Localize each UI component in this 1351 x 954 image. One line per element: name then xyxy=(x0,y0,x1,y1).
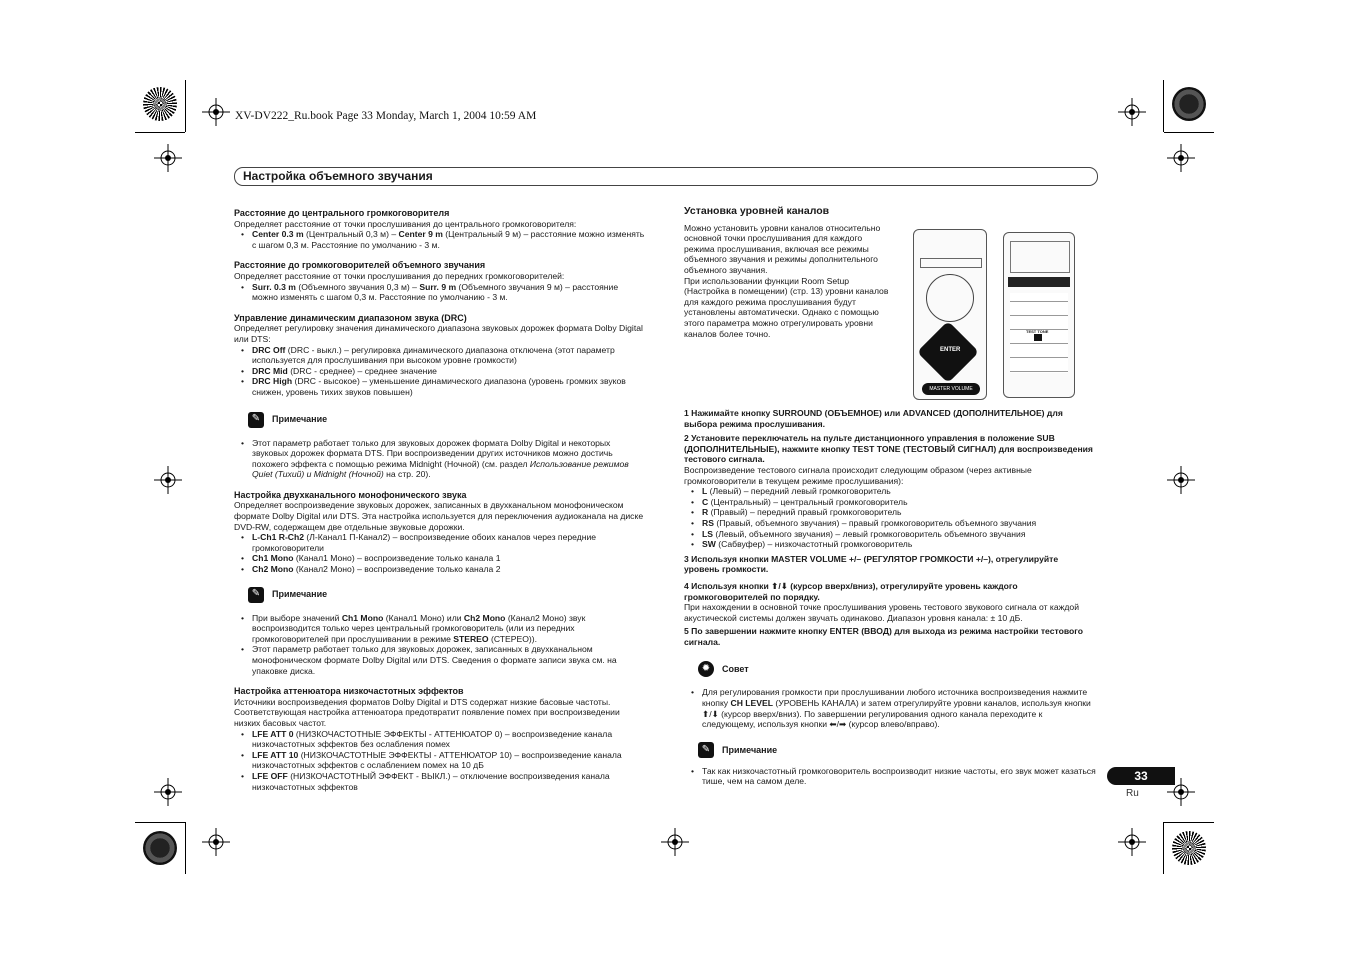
list-item: • Для регулирования громкости при прослушивании любого источника воспроизведения нажмите кнопку CH LEVEL (УРОВЕНЬ КАНАЛА) и затем отрегулируйте уровни каналов, используя кнопки ⬆/⬇ (курсор вверх/вниз). По завершении регулирования одного канала переходите к следующему, используя кнопки ⬅/➡ (курсор влево/вправо). xyxy=(702,687,1096,729)
remote-test-tone-button[interactable] xyxy=(1034,334,1042,341)
section-title-bar xyxy=(234,167,1098,186)
list-item: • R (Правый) – передний правый громкоговоритель xyxy=(702,507,1096,518)
remote-master-volume: MASTER VOLUME xyxy=(922,383,980,395)
mono-list xyxy=(234,532,646,574)
step-5: 5 По завершении нажмите кнопку ENTER (ВВОД) для выхода из режима настройки тестового сигнала. xyxy=(684,626,1083,647)
lfe-intro: Источники воспроизведения форматов Dolby Digital и DTS содержат низкие басовые частоты. Соответствующая настройка аттенюатора предотвратит появление помех при воспроизведении низких басовых частот. xyxy=(234,696,620,728)
list-item: • RS (Правый, объемного звучания) – правый громкоговоритель объемного звучания xyxy=(702,518,1096,529)
page-number: 33 xyxy=(1107,767,1175,785)
remote-display-strip xyxy=(1008,277,1070,287)
lfe-list xyxy=(234,729,646,793)
list-item: • LFE OFF (НИЗКОЧАСТОТНЫЙ ЭФФЕКТ - ВЫКЛ.) – отключение воспроизведения канала низкочастотных эффектов xyxy=(252,771,646,792)
right-steps xyxy=(684,408,1096,787)
mono-intro: Определяет воспроизведение звуковых дорожек, записанных в двухканальном монофоническом формате Dolby Digital или DTS. Эта настройка используется для переключения аудиоканала на диске DVD-RW, содержащем две отдельные звуковые дорожки. xyxy=(234,500,644,532)
tip-list xyxy=(684,687,1096,729)
center-dist-list xyxy=(234,229,646,250)
mono-heading: Настройка двухканального монофонического звука xyxy=(234,489,467,500)
list-item: • L-Ch1 R-Ch2 (Л-Канал1 П-Канал2) – воспроизведение обоих каналов через передние громкоговорители xyxy=(252,532,646,553)
drc-list xyxy=(234,345,646,398)
center-dist-intro: Определяет расстояние от точки прослушивания до центрального громкоговорителя: xyxy=(234,218,577,229)
file-info: XV-DV222_Ru.book Page 33 Monday, March 1, 2004 10:59 AM xyxy=(235,110,537,122)
list-item: • Surr. 0.3 m (Объемного звучания 0,3 м) – Surr. 9 m (Объемного звучания 9 м) – расстояние можно изменять с шагом 0,3 м. Расстояние по умолчанию - 3 м. xyxy=(252,282,646,303)
note-icon: ✎ xyxy=(698,742,714,758)
step-2: 2 Установите переключатель на пульте дистанционного управления в положение SUB (ДОПОЛНИТЕЛЬНЫЕ), нажмите кнопку TEST TONE (ТЕСТОВЫЙ СИГНАЛ) для воспроизведения тестового сигнала. xyxy=(684,433,1093,465)
step-4: 4 Используя кнопки ⬆/⬇ (курсор вверх/вниз), отрегулируйте уровень каждого громкоговорителей по порядку. xyxy=(684,580,1018,602)
surr-dist-intro: Определяет расстояние от точки прослушивания до передних громкоговорителей: xyxy=(234,270,565,281)
list-item: • Ch2 Mono (Канал2 Моно) – воспроизведение только канала 2 xyxy=(252,564,646,575)
list-item: • DRC Off (DRC - выкл.) – регулировка динамического диапазона отключена (этот параметр используется для прослушивания при высоком уровне громкости) xyxy=(252,345,646,366)
note2-list xyxy=(234,613,646,677)
remote-illustration-left xyxy=(913,229,987,400)
list-item: • LS (Левый, объемного звучания) – левый громкоговоритель объемного звучания xyxy=(702,529,1096,540)
list-item: • При выборе значений Ch1 Mono (Канал1 Моно) или Ch2 Mono (Канал2 Моно) звук воспроизводится только через центральный громкоговоритель (или из передних громкоговорителей при прослушивании в режиме STEREO (СТЕРЕО)). xyxy=(252,613,646,645)
list-item: • Этот параметр работает только для звуковых дорожек формата Dolby Digital и некоторых звуковых дорожек формата DTS. При воспроизведении других источников можно достичь похожего эффекта с помощью режима Midnight (Ночной) (см. раздел Использование режимов Quiet (Тихий) и Midnight (Ночной) на стр. 20). xyxy=(252,438,646,480)
step-2-text: Воспроизведение тестового сигнала происходит следующим образом (через активные громкоговорители в текущем режиме прослушивания): xyxy=(684,464,1032,486)
list-item: • SW (Сабвуфер) – низкочастотный громкоговоритель xyxy=(702,539,1096,550)
list-item: • Ch1 Mono (Канал1 Моно) – воспроизведение только канала 1 xyxy=(252,553,646,564)
step-4-text: При нахождении в основной точке прослушивания уровень тестового звукового сигнала от каждой акустической системы должен звучать одинаково. Диапазон уровня канала: ± 10 дБ. xyxy=(684,602,1079,623)
remote-button-row xyxy=(920,258,982,268)
note-icon: ✎ xyxy=(248,412,264,428)
list-item: • LFE ATT 10 (НИЗКОЧАСТОТНЫЕ ЭФФЕКТЫ - АТТЕНЮАТОР 10) – воспроизведение канала низкочастотных эффектов с ослаблением помех на 10 дБ xyxy=(252,750,646,771)
remote-top-buttons xyxy=(1010,241,1070,273)
channel-list xyxy=(684,486,1096,550)
note3-list xyxy=(684,766,1102,787)
note-heading: ✎ Примечание xyxy=(698,742,1096,758)
center-dist-heading: Расстояние до центрального громкоговорителя xyxy=(234,208,450,218)
remote-test-tone-label: TEST TONE xyxy=(1026,329,1049,334)
note1-list xyxy=(234,438,646,480)
drc-intro: Определяет регулировку значения динамического диапазона звуковых дорожек формата Dolby Digital или DTS: xyxy=(234,323,643,344)
note-heading: ✎ Примечание xyxy=(248,587,646,603)
step-3: 3 Используя кнопки MASTER VOLUME +/– (РЕГУЛЯТОР ГРОМКОСТИ +/–), отрегулируйте уровень громкости. xyxy=(684,553,1059,575)
tip-icon: ✹ xyxy=(698,661,714,677)
list-item: • Этот параметр работает только для звуковых дорожек, записанных в двухканальном монофоническом формате Dolby Digital или DTS. Сведения о формате записи звука см. на упаковке диска. xyxy=(252,644,646,676)
left-column xyxy=(234,208,646,792)
lfe-heading: Настройка аттенюатора низкочастотных эффектов xyxy=(234,686,464,697)
channel-levels-heading: Установка уровней каналов xyxy=(684,205,830,217)
list-item: • LFE ATT 0 (НИЗКОЧАСТОТНЫЕ ЭФФЕКТЫ - АТТЕНЮАТОР 0) – воспроизведение канала низкочастотных эффектов без ослабления помех xyxy=(252,729,646,750)
channel-levels-intro-2: При использовании функции Room Setup (Настройка в помещении) (стр. 13) уровни каналов для каждого режима прослушивания будут установлены автоматически. Однако с помощью этого параметра можно отрегулировать уровни каналов более точно. xyxy=(684,275,889,339)
list-item: • L (Левый) – передний левый громкоговоритель xyxy=(702,486,1096,497)
right-intro xyxy=(684,206,894,339)
surr-dist-heading: Расстояние до громкоговорителей объемного звучания xyxy=(234,260,486,271)
list-item: • Так как низкочастотный громкоговоритель воспроизводит низкие частоты, его звук может казаться тише, чем на самом деле. xyxy=(702,766,1102,787)
surr-dist-list xyxy=(234,282,646,303)
channel-levels-intro: Можно установить уровни каналов относительно основной точки прослушивания для каждого режима прослушивания, включая все режимы объемного звучания и режимы дополнительного объемного звучания. xyxy=(684,222,881,275)
list-item: • DRC Mid (DRC - среднее) – среднее значение xyxy=(252,366,646,377)
section-title: Настройка объемного звучания xyxy=(243,169,433,183)
remote-enter-label: ENTER xyxy=(940,347,961,353)
remote-dpad xyxy=(926,274,974,322)
remote-illustration-right xyxy=(1003,232,1075,398)
step-1: 1 Нажимайте кнопку SURROUND (ОБЪЕМНОЕ) или ADVANCED (ДОПОЛНИТЕЛЬНОЕ) для выбора режима прослушивания. xyxy=(684,408,1063,429)
note-heading: ✎ Примечание xyxy=(248,412,646,428)
tip-heading: ✹ Совет xyxy=(698,661,1096,677)
list-item: • C (Центральный) – центральный громкоговоритель xyxy=(702,497,1096,508)
note-icon: ✎ xyxy=(248,587,264,603)
drc-heading: Управление динамическим диапазоном звука (DRC) xyxy=(234,312,467,323)
list-item: • DRC High (DRC - высокое) – уменьшение динамического диапазона (уровень громких звуков снижен, уровень тихих звуков повышен) xyxy=(252,376,646,397)
list-item: • Center 0.3 m (Центральный 0,3 м) – Center 9 m (Центральный 9 м) – расстояние можно изменять с шагом 0,3 м. Расстояние по умолчанию - 3 м. xyxy=(252,229,646,250)
page-language: Ru xyxy=(1126,788,1139,799)
